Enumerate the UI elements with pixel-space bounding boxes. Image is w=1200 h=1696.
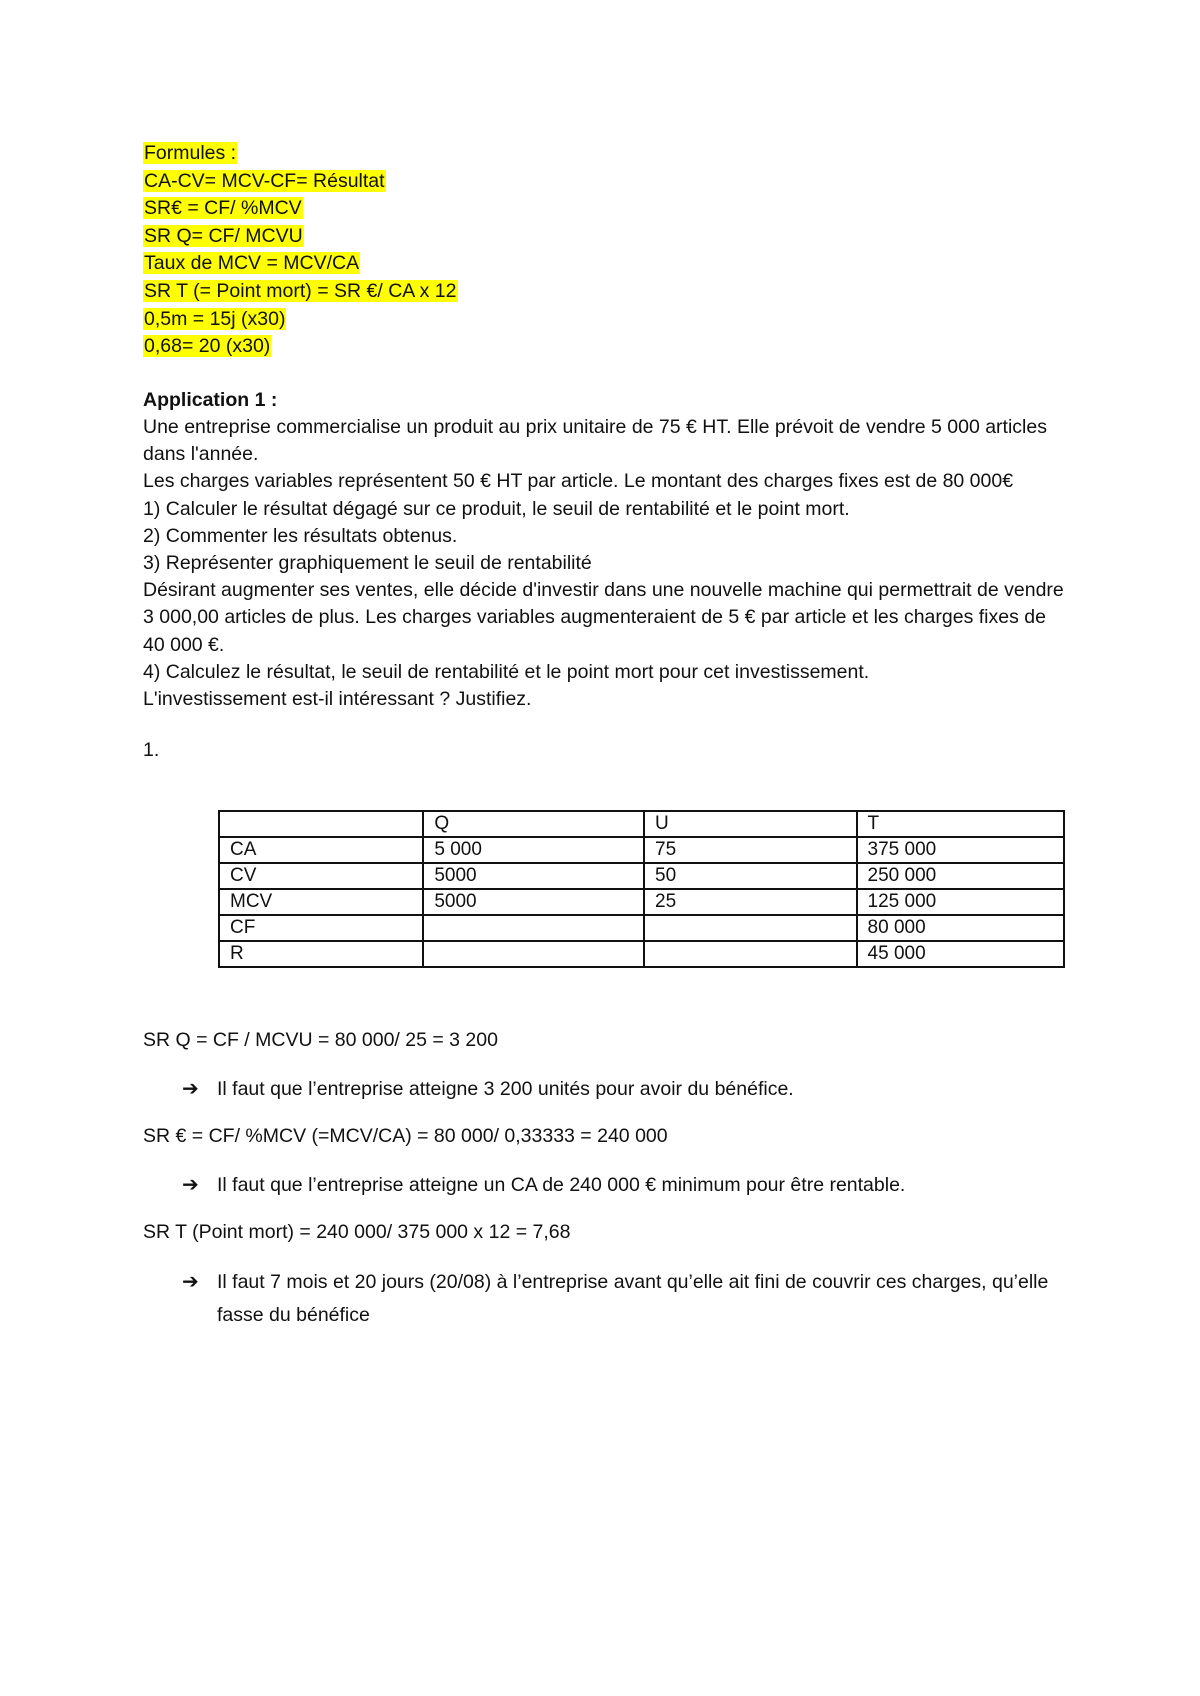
formulas-title: Formules :	[144, 142, 237, 164]
calc-conclusion-text: Il faut 7 mois et 20 jours (20/08) à l’entreprise avant qu’elle ait fini de couvrir ces charges, qu’elle fasse du bénéfice	[217, 1271, 1049, 1326]
document-content	[143, 140, 1073, 765]
application-paragraph: Une entreprise commercialise un produit au prix unitaire de 75 € HT. Elle prévoit de vendre 5 000 articles dans l'année.	[143, 415, 1047, 466]
calc-formula: SR Q = CF / MCVU = 80 000/ 25 = 3 200	[143, 1029, 498, 1051]
table-cell: 50	[644, 863, 857, 889]
calc-conclusion-text: Il faut que l’entreprise atteigne 3 200 unités pour avoir du bénéfice.	[217, 1078, 794, 1100]
answer-number: 1.	[143, 739, 160, 762]
table-cell: 5000	[423, 889, 644, 915]
calc-conclusion-text: Il faut que l’entreprise atteigne un CA de 240 000 € minimum pour être rentable.	[217, 1174, 906, 1196]
table-cell: 250 000	[857, 863, 1064, 889]
table-row	[219, 863, 1064, 889]
table-cell: CA	[219, 837, 423, 863]
arrow-icon: ➔	[182, 1078, 199, 1100]
application-question: 3) Représenter graphiquement le seuil de rentabilité	[143, 551, 592, 574]
table-cell: 25	[644, 889, 857, 915]
table-cell	[644, 941, 857, 967]
formulas-block	[143, 140, 1073, 361]
table-row	[219, 889, 1064, 915]
table-row	[219, 837, 1064, 863]
formula-line: 0,5m = 15j (x30)	[144, 307, 286, 330]
application-paragraph: Les charges variables représentent 50 € HT par article. Le montant des charges fixes est de 80 000€	[143, 470, 1014, 493]
table-cell	[423, 915, 644, 941]
table-cell	[423, 941, 644, 967]
table-cell: MCV	[219, 889, 423, 915]
application-question: 4) Calculez le résultat, le seuil de rentabilité et le point mort pour cet investissement.	[143, 660, 870, 683]
table-cell: CV	[219, 863, 423, 889]
table-header-cell	[219, 811, 423, 837]
formula-line: Taux de MCV = MCV/CA	[144, 252, 360, 275]
formula-line: SR T (= Point mort) = SR €/ CA x 12	[144, 279, 457, 302]
table-cell: 45 000	[857, 941, 1064, 967]
application-question: 2) Commenter les résultats obtenus.	[143, 524, 458, 547]
application-question: 1) Calculer le résultat dégagé sur ce produit, le seuil de rentabilité et le point mort.	[143, 497, 850, 520]
formula-line: 0,68= 20 (x30)	[144, 335, 271, 358]
table-cell: 75	[644, 837, 857, 863]
table-cell: R	[219, 941, 423, 967]
application-title: Application 1 :	[143, 388, 278, 411]
table-header-cell: Q	[423, 811, 644, 837]
arrow-icon: ➔	[182, 1271, 199, 1293]
formula-line: SR€ = CF/ %MCV	[144, 197, 302, 220]
table-cell: 80 000	[857, 915, 1064, 941]
table-cell: CF	[219, 915, 423, 941]
table-row	[219, 941, 1064, 967]
results-table	[218, 810, 1065, 968]
calc-formula: SR € = CF/ %MCV (=MCV/CA) = 80 000/ 0,33333 = 240 000	[143, 1125, 668, 1147]
table-cell: 5 000	[423, 837, 644, 863]
calc-formula: SR T (Point mort) = 240 000/ 375 000 x 12 = 7,68	[143, 1221, 571, 1243]
calc-conclusion	[182, 1266, 1062, 1332]
table-row	[219, 915, 1064, 941]
table-header-cell: U	[644, 811, 857, 837]
calc-conclusion	[182, 1169, 1062, 1202]
table-header-row	[219, 811, 1064, 837]
arrow-icon: ➔	[182, 1174, 199, 1196]
application-paragraph: Désirant augmenter ses ventes, elle décide d'investir dans une nouvelle machine qui permettrait de vendre 3 000,00 articles de plus. Les charges variables augmenteraient de 5 € par article et les charges fixes de 40 000 €.	[143, 579, 1064, 656]
table-cell	[644, 915, 857, 941]
application-question: L'investissement est-il intéressant ? Justifiez.	[143, 687, 532, 710]
table-cell: 5000	[423, 863, 644, 889]
calc-conclusion	[182, 1073, 1062, 1106]
formula-line: SR Q= CF/ MCVU	[144, 224, 303, 247]
formula-line: CA-CV= MCV-CF= Résultat	[144, 169, 385, 192]
application-block	[143, 387, 1073, 713]
table-cell: 375 000	[857, 837, 1064, 863]
table-cell: 125 000	[857, 889, 1064, 915]
table-header-cell: T	[857, 811, 1064, 837]
